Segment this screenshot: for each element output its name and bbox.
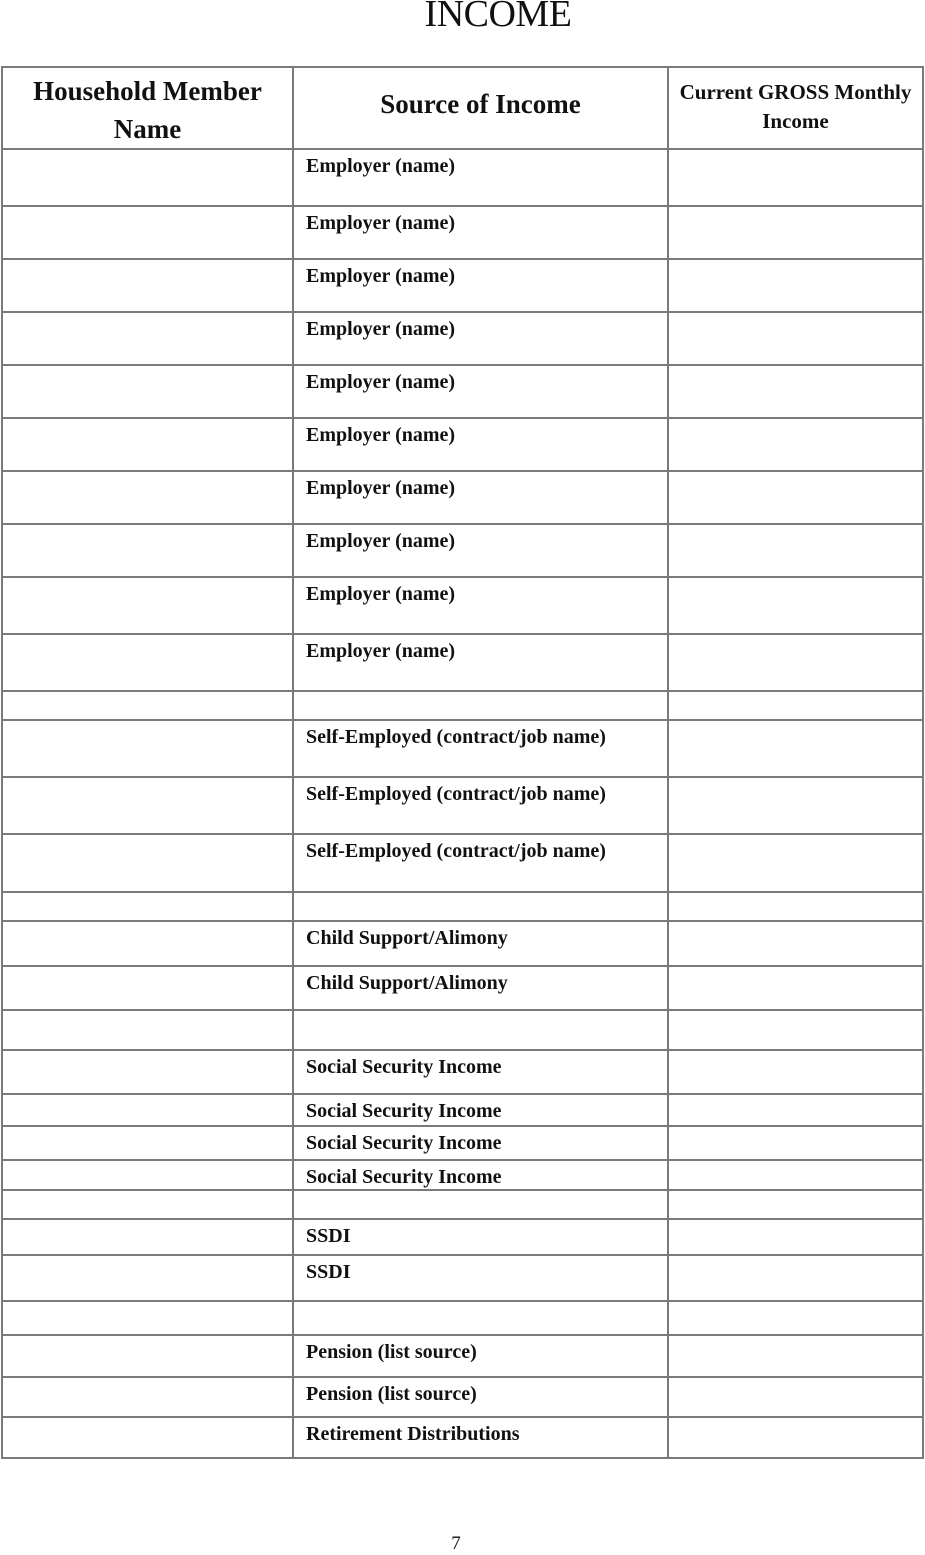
member-name-cell[interactable] xyxy=(2,1160,293,1190)
source-label: Social Security Income xyxy=(306,1056,502,1078)
table-row xyxy=(2,1417,923,1458)
gross-income-cell[interactable] xyxy=(668,524,923,577)
source-cell[interactable] xyxy=(293,149,668,206)
member-name-cell[interactable] xyxy=(2,259,293,312)
page-title: INCOME xyxy=(424,0,572,35)
source-label: Pension (list source) xyxy=(306,1341,477,1363)
gross-income-cell[interactable] xyxy=(668,418,923,471)
table-row xyxy=(2,206,923,259)
gross-income-cell[interactable] xyxy=(668,365,923,418)
member-name-cell[interactable] xyxy=(2,1219,293,1255)
source-cell[interactable] xyxy=(293,365,668,418)
gross-income-cell[interactable] xyxy=(668,966,923,1010)
gross-income-cell[interactable] xyxy=(668,1255,923,1301)
gross-income-cell[interactable] xyxy=(668,892,923,921)
member-name-cell[interactable] xyxy=(2,206,293,259)
member-name-cell[interactable] xyxy=(2,834,293,892)
source-label xyxy=(294,692,667,697)
source-cell[interactable] xyxy=(293,634,668,691)
gross-income-cell[interactable] xyxy=(668,1160,923,1190)
header-source-of-income: Source of Income xyxy=(293,67,668,149)
table-row xyxy=(2,1301,923,1335)
member-name-cell[interactable] xyxy=(2,1094,293,1126)
source-cell[interactable] xyxy=(293,524,668,577)
source-cell[interactable] xyxy=(293,1050,668,1094)
source-cell[interactable] xyxy=(293,892,668,921)
gross-income-cell[interactable] xyxy=(668,691,923,720)
gross-income-cell[interactable] xyxy=(668,1126,923,1160)
source-label xyxy=(294,1302,667,1307)
source-label: Employer (name) xyxy=(306,212,456,234)
table-row xyxy=(2,524,923,577)
source-cell[interactable] xyxy=(293,834,668,892)
source-label: Employer (name) xyxy=(306,371,456,393)
header-row xyxy=(2,67,923,149)
source-label: Employer (name) xyxy=(306,583,456,605)
source-cell[interactable] xyxy=(293,1377,668,1417)
member-name-cell[interactable] xyxy=(2,966,293,1010)
gross-income-cell[interactable] xyxy=(668,921,923,966)
header-member-name: Household Member Name xyxy=(2,67,293,149)
source-label: Retirement Distributions xyxy=(306,1423,520,1445)
gross-income-cell[interactable] xyxy=(668,1335,923,1377)
gross-income-cell[interactable] xyxy=(668,1377,923,1417)
member-name-cell[interactable] xyxy=(2,634,293,691)
table-row xyxy=(2,1377,923,1417)
source-cell[interactable] xyxy=(293,966,668,1010)
source-cell[interactable] xyxy=(293,259,668,312)
member-name-cell[interactable] xyxy=(2,524,293,577)
table-row xyxy=(2,720,923,777)
table-row xyxy=(2,634,923,691)
table-row xyxy=(2,1335,923,1377)
member-name-cell[interactable] xyxy=(2,892,293,921)
source-label: Social Security Income xyxy=(306,1132,502,1154)
source-label: Employer (name) xyxy=(306,640,456,662)
source-label: Employer (name) xyxy=(306,530,456,552)
member-name-cell[interactable] xyxy=(2,921,293,966)
gross-income-cell[interactable] xyxy=(668,720,923,777)
source-label: Employer (name) xyxy=(306,155,456,177)
gross-income-cell[interactable] xyxy=(668,312,923,365)
source-label xyxy=(294,1011,667,1016)
source-cell[interactable] xyxy=(293,1094,668,1126)
member-name-cell[interactable] xyxy=(2,365,293,418)
member-name-cell[interactable] xyxy=(2,1301,293,1335)
source-label: Pension (list source) xyxy=(306,1383,477,1405)
source-cell[interactable] xyxy=(293,471,668,524)
member-name-cell[interactable] xyxy=(2,1190,293,1219)
table-row xyxy=(2,1050,923,1094)
source-cell[interactable] xyxy=(293,1126,668,1160)
gross-income-cell[interactable] xyxy=(668,1219,923,1255)
member-name-cell[interactable] xyxy=(2,149,293,206)
gross-income-cell[interactable] xyxy=(668,1417,923,1458)
gross-income-cell[interactable] xyxy=(668,149,923,206)
source-label: Child Support/Alimony xyxy=(306,972,508,994)
member-name-cell[interactable] xyxy=(2,777,293,834)
header-gross-monthly-income: Current GROSS Monthly Income xyxy=(668,67,923,149)
table-row xyxy=(2,691,923,720)
source-label xyxy=(294,1191,667,1196)
source-cell[interactable] xyxy=(293,1255,668,1301)
table-row xyxy=(2,1190,923,1219)
source-label: Employer (name) xyxy=(306,265,456,287)
member-name-cell[interactable] xyxy=(2,577,293,634)
gross-income-cell[interactable] xyxy=(668,1050,923,1094)
gross-income-cell[interactable] xyxy=(668,577,923,634)
table-row xyxy=(2,777,923,834)
member-name-cell[interactable] xyxy=(2,1050,293,1094)
member-name-cell[interactable] xyxy=(2,720,293,777)
member-name-cell[interactable] xyxy=(2,418,293,471)
table-row xyxy=(2,966,923,1010)
source-cell[interactable] xyxy=(293,1010,668,1050)
page-number: 7 xyxy=(451,1533,461,1554)
table-row xyxy=(2,1160,923,1190)
table-row xyxy=(2,149,923,206)
source-cell[interactable] xyxy=(293,577,668,634)
member-name-cell[interactable] xyxy=(2,471,293,524)
table-row xyxy=(2,1010,923,1050)
gross-income-cell[interactable] xyxy=(668,1010,923,1050)
gross-income-cell[interactable] xyxy=(668,1301,923,1335)
table-row xyxy=(2,365,923,418)
source-cell[interactable] xyxy=(293,418,668,471)
source-label xyxy=(294,893,667,898)
member-name-cell[interactable] xyxy=(2,1335,293,1377)
table-row xyxy=(2,312,923,365)
source-label: Social Security Income xyxy=(306,1166,502,1188)
source-label: Child Support/Alimony xyxy=(306,927,508,949)
member-name-cell[interactable] xyxy=(2,691,293,720)
source-cell[interactable] xyxy=(293,1160,668,1190)
gross-income-cell[interactable] xyxy=(668,1190,923,1219)
table-row xyxy=(2,259,923,312)
gross-income-cell[interactable] xyxy=(668,634,923,691)
source-cell[interactable] xyxy=(293,720,668,777)
gross-income-cell[interactable] xyxy=(668,777,923,834)
source-label: Social Security Income xyxy=(306,1100,502,1122)
source-label: Self-Employed (contract/job name) xyxy=(306,840,606,862)
source-label: Self-Employed (contract/job name) xyxy=(306,726,606,748)
table-row xyxy=(2,921,923,966)
table-row xyxy=(2,471,923,524)
table-row xyxy=(2,892,923,921)
source-cell[interactable] xyxy=(293,1219,668,1255)
member-name-cell[interactable] xyxy=(2,1377,293,1417)
table-row xyxy=(2,1094,923,1126)
source-cell[interactable] xyxy=(293,1417,668,1458)
source-cell[interactable] xyxy=(293,1301,668,1335)
member-name-cell[interactable] xyxy=(2,312,293,365)
table-row xyxy=(2,577,923,634)
source-cell[interactable] xyxy=(293,1190,668,1219)
source-label: Employer (name) xyxy=(306,477,456,499)
table-row xyxy=(2,1126,923,1160)
source-cell[interactable] xyxy=(293,921,668,966)
table-row xyxy=(2,834,923,892)
source-cell[interactable] xyxy=(293,691,668,720)
table-row xyxy=(2,418,923,471)
source-label: SSDI xyxy=(306,1261,351,1283)
source-cell[interactable] xyxy=(293,206,668,259)
member-name-cell[interactable] xyxy=(2,1010,293,1050)
source-label: SSDI xyxy=(306,1225,351,1247)
gross-income-cell[interactable] xyxy=(668,834,923,892)
income-table xyxy=(1,66,924,1459)
table-row xyxy=(2,1255,923,1301)
gross-income-cell[interactable] xyxy=(668,1094,923,1126)
source-label: Employer (name) xyxy=(306,424,456,446)
source-label: Self-Employed (contract/job name) xyxy=(306,783,606,805)
member-name-cell[interactable] xyxy=(2,1255,293,1301)
source-cell[interactable] xyxy=(293,1335,668,1377)
gross-income-cell[interactable] xyxy=(668,206,923,259)
member-name-cell[interactable] xyxy=(2,1417,293,1458)
source-cell[interactable] xyxy=(293,777,668,834)
gross-income-cell[interactable] xyxy=(668,259,923,312)
member-name-cell[interactable] xyxy=(2,1126,293,1160)
gross-income-cell[interactable] xyxy=(668,471,923,524)
table-row xyxy=(2,1219,923,1255)
source-label: Employer (name) xyxy=(306,318,456,340)
source-cell[interactable] xyxy=(293,312,668,365)
